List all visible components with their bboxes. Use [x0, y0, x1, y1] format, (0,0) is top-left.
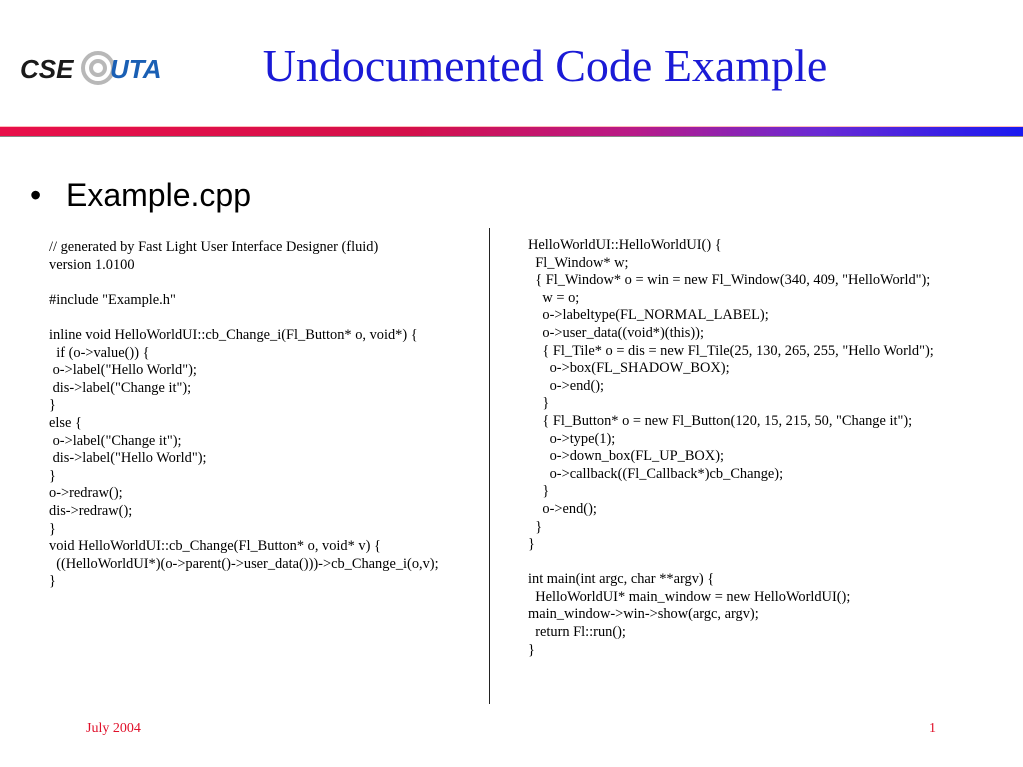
- bullet-text: Example.cpp: [66, 177, 251, 213]
- page-title: Undocumented Code Example: [262, 40, 828, 91]
- code-block-left: // generated by Fast Light User Interface Designer (fluid) version 1.0100 #include "Example.h" inline void HelloWorldUI::cb_Change_i(Fl_Button* o, void*) { if (o->value()) { o->label("Hello World"); dis->label("Change it"); } else { o->label("Change it"); dis->label("Hello World"); } o->redraw(); dis->redraw(); } void HelloWorldUI::cb_Change(Fl_Button* o, void* v) { ((HelloWorldUI*)(o->parent()->user_data()))->cb_Change_i(o,v); }: [49, 239, 439, 590]
- code-block-right: HelloWorldUI::HelloWorldUI() { Fl_Window* w; { Fl_Window* o = win = new Fl_Window(340, 409, "HelloWorld"); w = o; o->labeltype(FL_NORMAL_LABEL); o->user_data((void*)(this)); { Fl_Tile* o = dis = new Fl_Tile(25, 130, 265, 255, "Hello World"); o->box(FL_SHADOW_BOX); o->end(); } { Fl_Button* o = new Fl_Button(120, 15, 215, 50, "Change it"); o->type(1); o->down_box(FL_UP_BOX); o->callback((Fl_Callback*)cb_Change); } o->end(); } } int main(int argc, char **argv) { HelloWorldUI* main_window = new HelloWorldUI(); main_window->win->show(argc, argv); return Fl::run(); }: [528, 237, 934, 658]
- svg-text:UTA: UTA: [110, 54, 160, 84]
- footer-date: July 2004: [86, 721, 141, 736]
- bullet-item: [30, 175, 251, 215]
- header-divider-bar: [0, 126, 1023, 137]
- page-number: 1: [929, 721, 936, 736]
- cse-uta-logo-graphic: [20, 50, 160, 90]
- svg-text:CSE: CSE: [20, 54, 74, 84]
- bullet-marker: •: [30, 177, 42, 213]
- column-divider: [489, 228, 490, 704]
- cse-uta-logo: [20, 50, 160, 90]
